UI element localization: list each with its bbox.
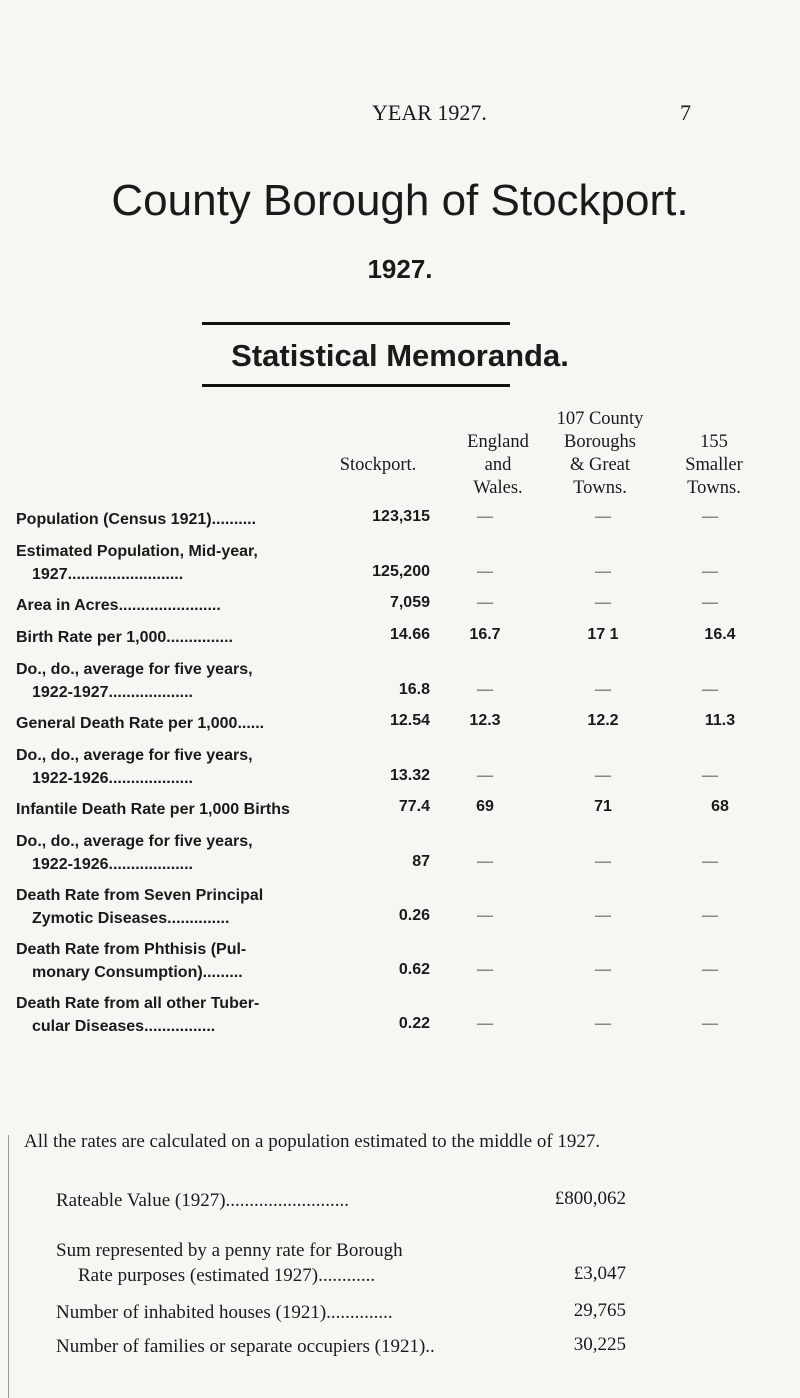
row-label-line2: 1922-1926................... (32, 856, 193, 873)
empty-dash (465, 508, 505, 526)
england-value: 69 (476, 798, 494, 815)
col-head-st-l1: 155 (700, 432, 728, 452)
financial-label-line2: Rate purposes (estimated 1927)............ (78, 1265, 376, 1286)
col-head-st-l3: Towns. (687, 478, 741, 498)
empty-dash (465, 853, 505, 871)
stockport-value: 7,059 (389, 594, 430, 611)
empty-dash (583, 853, 623, 871)
row-label-line1: Do., do., average for five years, (16, 661, 253, 678)
rates-note: All the rates are calculated on a population estimated to the middle of 1927. (24, 1131, 601, 1152)
col-head-england (446, 431, 550, 500)
smaller-towns-value: 11.3 (704, 712, 736, 729)
county-boroughs-value: 17 1 (587, 626, 619, 643)
col-head-cb-l1: Boroughs (564, 432, 636, 452)
stockport-value: 12.54 (389, 712, 430, 729)
page-number: 7 (680, 100, 691, 125)
col-head-cb-l3: Towns. (573, 478, 627, 498)
stockport-value: 14.66 (389, 626, 430, 643)
row-label-line1: Death Rate from Seven Principal (16, 887, 264, 904)
row-label-line1: Area in Acres....................... (16, 597, 221, 614)
empty-dash (690, 767, 730, 785)
stockport-value: 125,200 (372, 563, 430, 580)
empty-dash (583, 1015, 623, 1033)
empty-dash (583, 563, 623, 581)
empty-dash (465, 563, 505, 581)
table-row-label (16, 540, 336, 586)
col-head-cb-l0: 107 County (556, 409, 644, 429)
financial-row-label (56, 1238, 496, 1288)
table-row-label (16, 508, 336, 531)
row-label-line1: Do., do., average for five years, (16, 833, 253, 850)
page-title: County Borough of Stockport. (111, 176, 689, 225)
financial-label-line1: Rateable Value (1927).......................... (56, 1190, 350, 1211)
financial-label-line1: Sum represented by a penny rate for Borough (56, 1240, 403, 1261)
county-boroughs-value: 12.2 (587, 712, 619, 729)
row-label-line2: 1922-1927................... (32, 684, 193, 701)
table-row-label (16, 594, 336, 617)
table-row-label (16, 884, 336, 930)
empty-dash (465, 594, 505, 612)
margin-line (8, 1135, 9, 1398)
table-row-label (16, 992, 336, 1038)
financial-value: £3,047 (573, 1263, 626, 1284)
row-label-line2: monary Consumption)......... (32, 964, 243, 981)
empty-dash (465, 767, 505, 785)
table-row-label (16, 658, 336, 704)
row-label-line2: 1927.......................... (32, 566, 184, 583)
row-label-line1: Estimated Population, Mid-year, (16, 543, 258, 560)
england-value: 12.3 (469, 712, 501, 729)
empty-dash (583, 508, 623, 526)
stockport-value: 16.8 (398, 681, 430, 698)
table-row-label (16, 830, 336, 876)
financial-value: 29,765 (573, 1300, 626, 1321)
empty-dash (583, 767, 623, 785)
empty-dash (465, 681, 505, 699)
stockport-value: 77.4 (398, 798, 430, 815)
top-rule (202, 322, 510, 325)
stockport-value: 0.26 (398, 907, 430, 924)
empty-dash (690, 853, 730, 871)
empty-dash (690, 681, 730, 699)
row-label-line1: Death Rate from Phthisis (Pul- (16, 941, 247, 958)
empty-dash (690, 508, 730, 526)
table-row-label (16, 938, 336, 984)
col-head-cb-l2: & Great (569, 455, 631, 475)
financial-value: £800,062 (554, 1188, 626, 1209)
smaller-towns-value: 68 (711, 798, 729, 815)
stockport-value: 0.62 (398, 961, 430, 978)
empty-dash (583, 961, 623, 979)
financial-row-label (56, 1188, 496, 1213)
financial-row-label (56, 1334, 496, 1359)
stockport-value: 87 (412, 853, 430, 870)
empty-dash (690, 961, 730, 979)
empty-dash (465, 907, 505, 925)
empty-dash (690, 907, 730, 925)
empty-dash (583, 681, 623, 699)
financial-label-line1: Number of inhabited houses (1921).............. (56, 1302, 393, 1323)
table-row-label (16, 744, 336, 790)
row-label-line2: 1922-1926................... (32, 770, 193, 787)
col-head-england-l1: England (467, 432, 529, 452)
col-head-county-boroughs (540, 408, 660, 500)
financial-value: 30,225 (573, 1334, 626, 1355)
row-label-line1: Death Rate from all other Tuber- (16, 995, 260, 1012)
page-subtitle: 1927. (367, 254, 433, 284)
empty-dash (583, 594, 623, 612)
empty-dash (690, 563, 730, 581)
empty-dash (690, 594, 730, 612)
row-label-line1: General Death Rate per 1,000...... (16, 715, 265, 732)
row-label-line1: Infantile Death Rate per 1,000 Births (16, 801, 290, 818)
county-boroughs-value: 71 (594, 798, 612, 815)
empty-dash (690, 1015, 730, 1033)
row-label-line1: Birth Rate per 1,000............... (16, 629, 233, 646)
financial-label-line1: Number of families or separate occupiers (1921).. (56, 1336, 435, 1357)
bottom-rule (202, 384, 510, 387)
col-head-stockport: Stockport. (339, 455, 417, 475)
table-row-label (16, 712, 336, 735)
col-head-smaller-towns (672, 431, 756, 500)
row-label-line1: Population (Census 1921).......... (16, 511, 257, 528)
row-label-line1: Do., do., average for five years, (16, 747, 253, 764)
col-head-st-l2: Smaller (685, 455, 743, 475)
empty-dash (465, 961, 505, 979)
financial-row-label (56, 1300, 496, 1325)
running-header-year: YEAR 1927. (372, 100, 487, 125)
table-row-label (16, 626, 336, 649)
row-label-line2: Zymotic Diseases.............. (32, 910, 230, 927)
england-value: 16.7 (469, 626, 501, 643)
empty-dash (583, 907, 623, 925)
stockport-value: 13.32 (389, 767, 430, 784)
row-label-line2: cular Diseases................ (32, 1018, 216, 1035)
stockport-value: 0.22 (398, 1015, 430, 1032)
col-head-england-l2: and (484, 455, 512, 475)
col-head-england-l3: Wales. (473, 478, 523, 498)
smaller-towns-value: 16.4 (704, 626, 736, 643)
stockport-value: 123,315 (372, 508, 430, 525)
section-title: Statistical Memoranda. (231, 338, 569, 373)
empty-dash (465, 1015, 505, 1033)
table-row-label (16, 798, 346, 821)
